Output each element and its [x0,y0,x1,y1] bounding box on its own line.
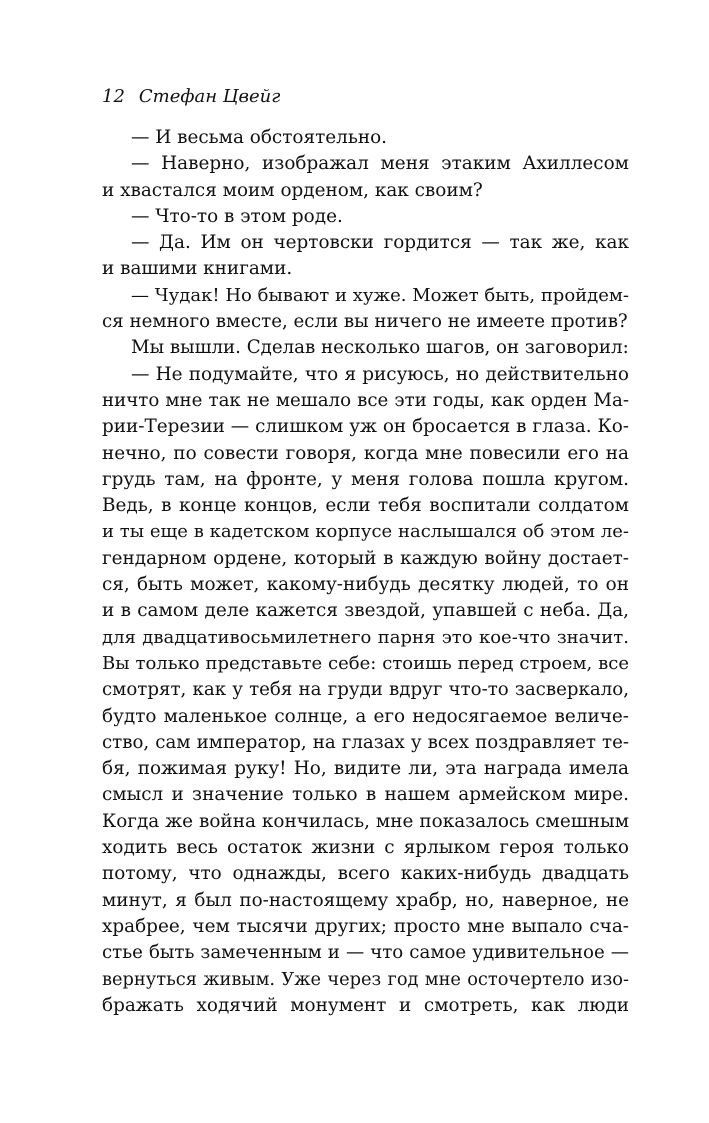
text-line: храбрее, чем тысячи других; просто мне выпало сча- [102,915,629,937]
text-line: смысл и значение только в нашем армейском мире. [102,784,629,806]
text-line: ся, быть может, какому-нибудь десятку людей, то он [102,574,629,596]
text-line: ся немного вместе, если вы ничего не имеете против? [102,311,628,333]
body-text [102,125,629,1019]
text-line: ходить весь остаток жизни с ярлыком героя только [102,837,629,859]
running-head [102,86,280,108]
text-line: смотрят, как у тебя на груди вдруг что-то засверкало, [102,679,629,701]
text-line: ство, сам император, на глазах у всех поздравляет те- [102,731,629,753]
text-line: стье быть замеченным и — что самое удивительное — [102,942,629,964]
text-line: будто маленькое солнце, а его недосягаемое величе- [102,705,629,727]
text-line: — Что-то в этом роде. [131,205,343,227]
text-line: Мы вышли. Сделав несколько шагов, он заговорил: [131,337,629,359]
text-line: вернуться живым. Уже через год мне осточертело изо- [102,968,629,990]
text-line: — Чудак! Но бывают и хуже. Может быть, пройдем- [131,284,629,306]
text-line: грудь там, на фронте, у меня голова пошла кругом. [102,468,629,490]
text-line: минут, я был по-настоящему храбр, но, наверное, не [102,889,629,911]
text-line: бя, пожимая руку! Но, видите ли, эта награда имела [102,758,629,780]
author-name: Стефан Цвейг [138,86,281,107]
page-number: 12 [102,86,125,107]
text-line: нечно, по совести говоря, когда мне повесили его на [102,442,629,464]
text-line: Ведь, в конце концов, если тебя воспитали солдатом [102,495,629,517]
text-line: и вашими книгами. [102,258,293,280]
text-line: Вы только представьте себе: стоишь перед строем, все [102,652,629,674]
text-line: ничто мне так не мешало все эти годы, как орден Ма- [102,389,629,411]
text-line: гендарном ордене, который в каждую войну достает- [102,547,629,569]
text-line: рии-Терезии — слишком уж он бросается в глаза. Ко- [102,416,629,438]
text-line: потому, что однажды, всего каких-нибудь двадцать [102,863,629,885]
text-line: — И весьма обстоятельно. [131,127,388,148]
text-line: бражать ходячий монумент и смотреть, как люди [102,994,629,1016]
text-line: и в самом деле кажется звездой, упавшей с неба. Да, [102,600,629,622]
text-line: — Да. Им он чертовски гордится — так же, как [131,232,629,254]
text-line: — Не подумайте, что я рисуюсь, но действительно [131,363,629,385]
text-line: для двадцативосьмилетнего парня это кое-что значит. [102,626,629,648]
text-line: — Наверно, изображал меня этаким Ахиллесом [131,153,629,175]
text-line: Когда же война кончилась, мне показалось смешным [102,810,629,832]
text-line: и хвастался моим орденом, как своим? [102,179,483,201]
text-line: и ты еще в кадетском корпусе наслышался об этом ле- [102,521,629,543]
